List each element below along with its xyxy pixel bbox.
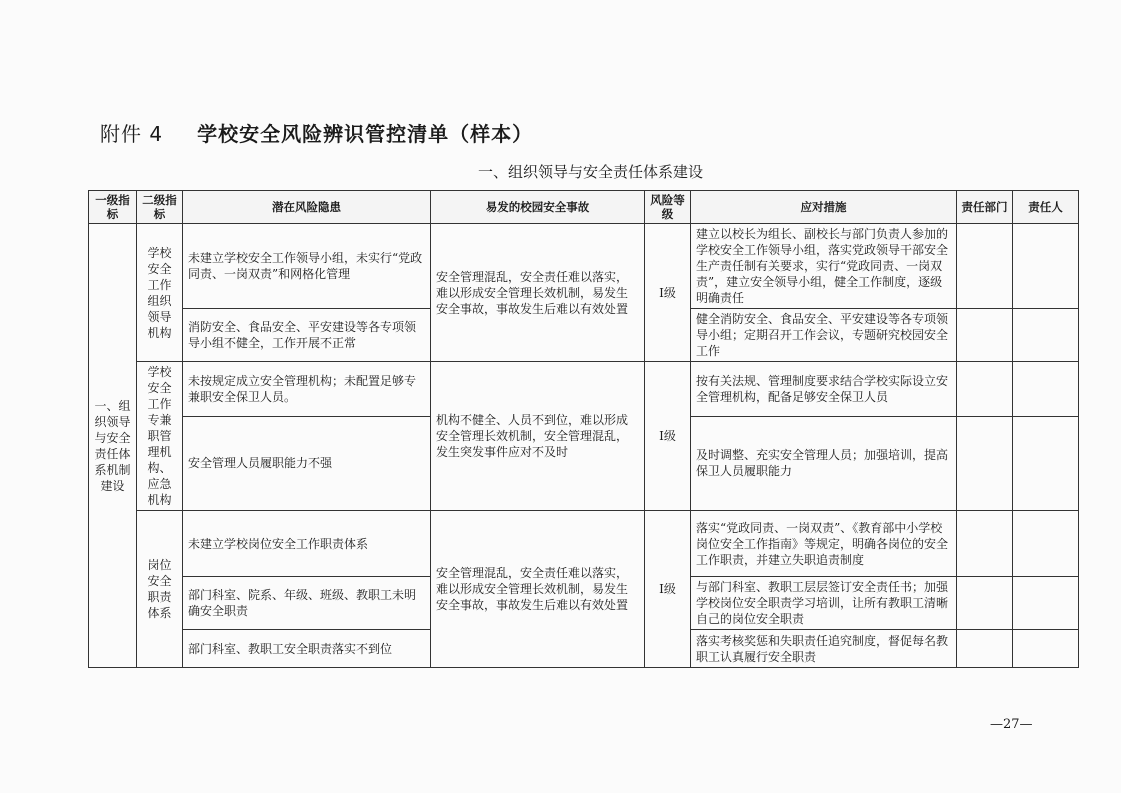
header-hazard: 潜在风险隐患 bbox=[183, 191, 431, 224]
attachment-label: 附件 4 bbox=[100, 122, 164, 146]
level2-indicator-cell: 岗位安全职责体系 bbox=[137, 511, 183, 668]
header-person: 责任人 bbox=[1013, 191, 1079, 224]
section-title: 一、组织领导与安全责任体系建设 bbox=[477, 163, 703, 181]
risk-control-table bbox=[88, 190, 1079, 668]
measure-cell: 建立以校长为组长、副校长与部门负责人参加的学校安全工作领导小组，落实党政领导干部安全生产责任制有关要求，实行“党政同责、一岗双责”，建立安全领导小组，健全工作制度，逐级明确责任 bbox=[691, 224, 957, 309]
dept-cell bbox=[957, 362, 1013, 417]
person-cell bbox=[1013, 511, 1079, 577]
person-cell bbox=[1013, 309, 1079, 362]
header-measures: 应对措施 bbox=[691, 191, 957, 224]
header-level1: 一级指标 bbox=[89, 191, 137, 224]
hazard-cell: 消防安全、食品安全、平安建设等各专项领导小组不健全，工作开展不正常 bbox=[183, 309, 431, 362]
measure-cell: 健全消防安全、食品安全、平安建设等各专项领导小组；定期召开工作会议，专题研究校园安全工作 bbox=[691, 309, 957, 362]
level1-indicator-cell: 一、组织领导与安全责任体系机制建设 bbox=[89, 224, 137, 668]
hazard-cell: 未按规定成立安全管理机构；未配置足够专兼职安全保卫人员。 bbox=[183, 362, 431, 417]
measure-cell: 按有关法规、管理制度要求结合学校实际设立安全管理机构，配备足够安全保卫人员 bbox=[691, 362, 957, 417]
risk-level-cell: Ⅰ级 bbox=[645, 362, 691, 511]
level2-indicator-cell: 学校安全工作专兼职管理机构、应急机构 bbox=[137, 362, 183, 511]
document-title: 学校安全风险辨识管控清单（样本） bbox=[197, 122, 534, 146]
table-row bbox=[89, 362, 1079, 417]
person-cell bbox=[1013, 577, 1079, 630]
risk-level-cell: Ⅰ级 bbox=[645, 224, 691, 362]
level2-indicator-cell: 学校安全工作组织领导机构 bbox=[137, 224, 183, 362]
dept-cell bbox=[957, 416, 1013, 510]
dept-cell bbox=[957, 224, 1013, 309]
accident-cell: 机构不健全、人员不到位，难以形成安全管理长效机制，安全管理混乱，发生突发事件应对不及时 bbox=[431, 362, 645, 511]
hazard-cell: 未建立学校岗位安全工作职责体系 bbox=[183, 511, 431, 577]
header-dept: 责任部门 bbox=[957, 191, 1013, 224]
measure-cell: 及时调整、充实安全管理人员；加强培训，提高保卫人员履职能力 bbox=[691, 416, 957, 510]
header-accident: 易发的校园安全事故 bbox=[431, 191, 645, 224]
measure-cell: 落实“党政同责、一岗双责”、《教育部中小学校岗位安全工作指南》等规定，明确各岗位的安全工作职责，并建立失职追责制度 bbox=[691, 511, 957, 577]
hazard-cell: 部门科室、教职工安全职责落实不到位 bbox=[183, 630, 431, 668]
person-cell bbox=[1013, 224, 1079, 309]
accident-cell: 安全管理混乱，安全责任难以落实，难以形成安全管理长效机制，易发生安全事故，事故发生后难以有效处置 bbox=[431, 224, 645, 362]
header-level2: 二级指标 bbox=[137, 191, 183, 224]
table-row bbox=[89, 511, 1079, 577]
dept-cell bbox=[957, 309, 1013, 362]
page-number: —27— bbox=[990, 717, 1033, 732]
accident-cell: 安全管理混乱，安全责任难以落实，难以形成安全管理长效机制，易发生安全事故，事故发生后难以有效处置 bbox=[431, 511, 645, 668]
document-title-line bbox=[100, 118, 533, 147]
dept-cell bbox=[957, 577, 1013, 630]
person-cell bbox=[1013, 362, 1079, 417]
hazard-cell: 未建立学校安全工作领导小组，未实行“党政同责、一岗双责”和网格化管理 bbox=[183, 224, 431, 309]
hazard-cell: 安全管理人员履职能力不强 bbox=[183, 416, 431, 510]
hazard-cell: 部门科室、院系、年级、班级、教职工未明确安全职责 bbox=[183, 577, 431, 630]
person-cell bbox=[1013, 630, 1079, 668]
risk-level-cell: Ⅰ级 bbox=[645, 511, 691, 668]
measure-cell: 与部门科室、教职工层层签订安全责任书；加强学校岗位安全职责学习培训，让所有教职工清晰自己的岗位安全职责 bbox=[691, 577, 957, 630]
person-cell bbox=[1013, 416, 1079, 510]
table-row bbox=[89, 224, 1079, 309]
table-header-row bbox=[89, 191, 1079, 224]
dept-cell bbox=[957, 630, 1013, 668]
dept-cell bbox=[957, 511, 1013, 577]
measure-cell: 落实考核奖惩和失职责任追究制度，督促每名教职工认真履行安全职责 bbox=[691, 630, 957, 668]
header-risk-level: 风险等级 bbox=[645, 191, 691, 224]
